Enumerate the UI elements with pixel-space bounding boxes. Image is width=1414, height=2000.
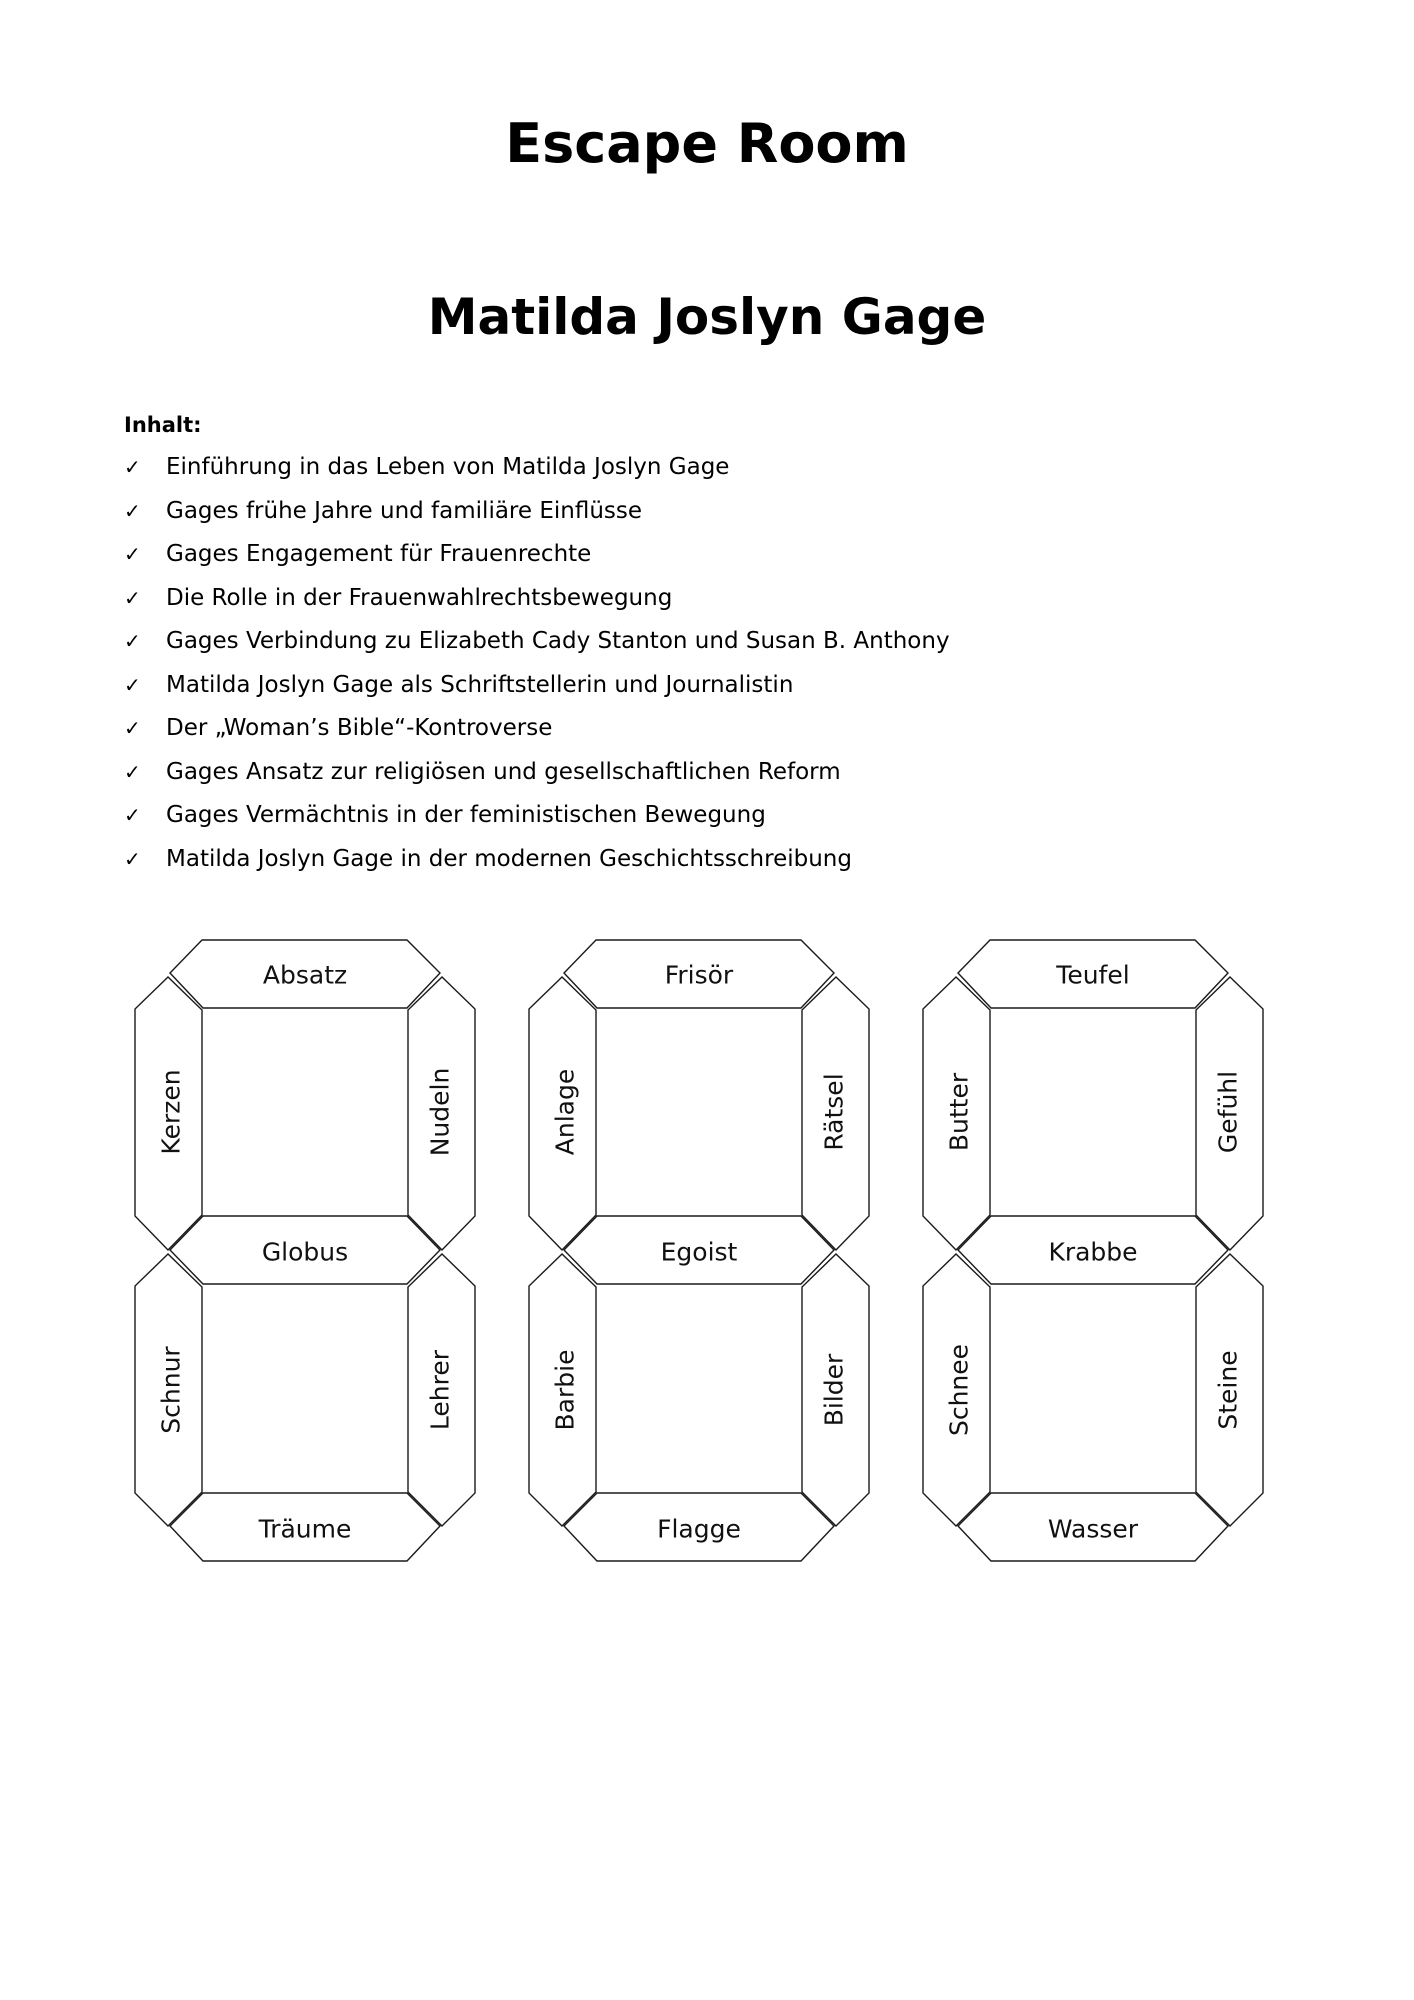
segment-label-top: Absatz [262,960,348,990]
checkmark-icon: ✓ [124,716,141,740]
segment-label-middle: Krabbe [1048,1237,1138,1267]
segment-label-lower-right: Lehrer [425,1349,455,1431]
list-item-text: Einführung in das Leben von Matilda Joslyn Gage [166,454,730,480]
segment-label-upper-left: Butter [944,1072,974,1152]
checkmark-icon: ✓ [124,803,141,827]
segment-label-upper-left: Kerzen [156,1069,186,1155]
segment-label-top: Teufel [1056,960,1130,990]
checkmark-icon: ✓ [124,759,141,784]
digit-3 [923,940,1263,1561]
segment-label-upper-right: Rätsel [819,1073,849,1151]
checkmark-icon: ✓ [124,846,141,871]
digit-2 [529,940,869,1561]
segment-label-lower-left: Barbie [550,1349,580,1431]
segment-label-upper-right: Nudeln [425,1067,455,1157]
list-item-text: Gages frühe Jahre und familiäre Einflüsse [166,497,643,524]
checkmark-icon: ✓ [124,585,141,610]
list-item-text: Gages Vermächtnis in der feministischen Bewegung [166,802,766,828]
content-label: Inhalt: [124,413,202,437]
checkmark-icon: ✓ [124,498,141,523]
list-item-text: Gages Engagement für Frauenrechte [166,541,592,567]
checkmark-icon: ✓ [124,672,141,697]
checkmark-icon: ✓ [124,542,141,566]
segment-label-bottom: Flagge [657,1514,741,1544]
checkmark-icon: ✓ [124,629,141,653]
segment-label-upper-left: Anlage [550,1068,580,1156]
list-item-text: Die Rolle in der Frauenwahlrechtsbewegung [166,584,673,611]
segment-label-bottom: Träume [258,1514,352,1544]
segment-label-lower-right: Bilder [819,1353,849,1427]
list-item-text: Matilda Joslyn Gage in der modernen Geschichtsschreibung [166,845,852,872]
list-item-text: Gages Verbindung zu Elizabeth Cady Stanton und Susan B. Anthony [166,628,950,654]
page-title: Escape Room [505,112,909,175]
segment-label-bottom: Wasser [1047,1514,1139,1544]
list-item-text: Matilda Joslyn Gage als Schriftstellerin und Journalistin [166,671,794,698]
segment-label-lower-left: Schnur [156,1346,186,1434]
page-subtitle: Matilda Joslyn Gage [427,288,987,346]
segment-label-middle: Egoist [660,1237,738,1267]
segment-label-upper-right: Gefühl [1213,1070,1243,1154]
segment-label-top: Frisör [664,960,734,990]
segment-label-middle: Globus [261,1237,349,1267]
list-item-text: Gages Ansatz zur religiösen und gesellschaftlichen Reform [166,758,841,785]
digit-1 [135,940,475,1561]
list-item-text: Der „Woman’s Bible“-Kontroverse [166,715,553,741]
checkmark-icon: ✓ [124,455,141,479]
segment-label-lower-left: Schnee [944,1343,974,1437]
segment-label-lower-right: Steine [1213,1350,1243,1430]
